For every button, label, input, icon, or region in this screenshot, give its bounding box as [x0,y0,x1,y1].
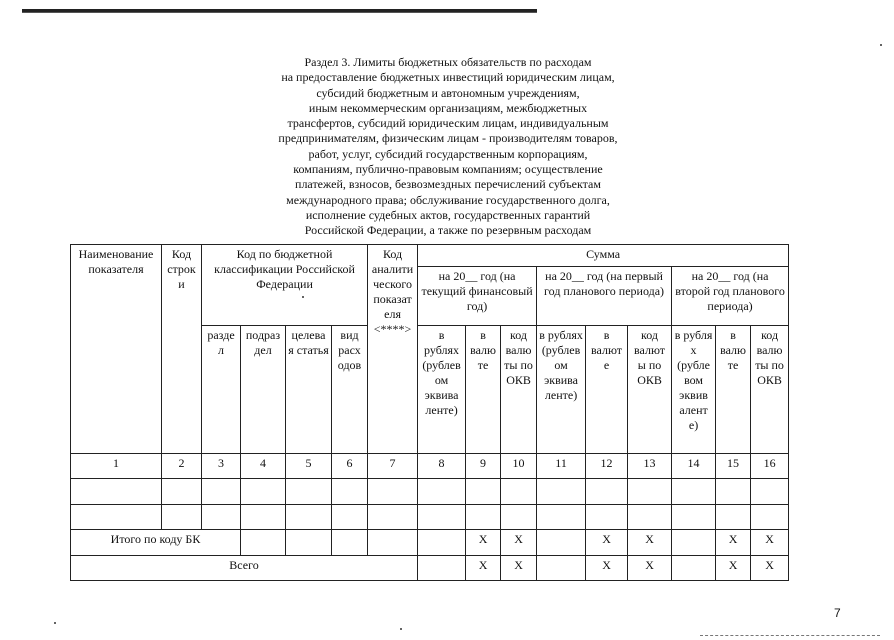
header-budget-code: Код по бюджетной классификации Российской Федерации [202,245,368,326]
total-label: Всего [71,555,418,580]
header-period-first-plan: на 20__ год (на первый год планового периода) [537,267,672,326]
table-cell[interactable] [466,479,501,504]
table-cell[interactable] [751,504,789,529]
heading-line: субсидий бюджетным и автономным учреждениям, [316,85,580,100]
x-mark: X [466,530,501,555]
table-cell[interactable] [501,479,537,504]
table-cell[interactable] [537,479,586,504]
x-mark: X [751,530,789,555]
table-cell[interactable] [368,479,418,504]
column-number: 15 [716,454,751,479]
heading-line: платежей, взносов, безвозмездных перечислений субъектам [295,177,601,192]
column-number: 3 [202,454,241,479]
header-target-item: целева я статья [286,326,332,454]
column-number: 2 [162,454,202,479]
table-cell[interactable] [162,479,202,504]
table-cell[interactable] [241,504,286,529]
table-cell[interactable] [418,555,466,580]
table-cell[interactable] [751,479,789,504]
x-mark: X [501,530,537,555]
x-mark: X [586,530,628,555]
heading-line: работ, услуг, субсидий государственным корпорациям, [308,146,588,161]
table-cell[interactable] [716,504,751,529]
x-mark: X [628,555,672,580]
header-indicator-name: Наименование показателя [71,245,162,454]
column-number: 14 [672,454,716,479]
heading-line: Российской Федерации, а также по резервным расходам [304,223,592,238]
table-row [71,504,789,529]
header-period-second-plan: на 20__ год (на второй год планового периода) [672,267,789,326]
table-cell[interactable] [672,479,716,504]
table-cell[interactable] [586,479,628,504]
x-mark: X [716,530,751,555]
limits-table [70,244,789,581]
top-rule-thin [22,12,537,13]
header-row-code: Код строк и [162,245,202,454]
column-number: 7 [368,454,418,479]
column-number: 10 [501,454,537,479]
total-bk-row [71,530,789,555]
table-cell[interactable] [241,479,286,504]
table-cell[interactable] [672,530,716,555]
grand-total-row [71,555,789,580]
table-cell[interactable] [286,479,332,504]
table-cell[interactable] [71,479,162,504]
column-number: 4 [241,454,286,479]
table-cell[interactable] [368,530,418,555]
table-cell[interactable] [202,504,241,529]
table-cell[interactable] [418,504,466,529]
table-row [71,479,789,504]
header-expense-type: вид расх одов [332,326,368,454]
heading-line: трансфертов, субсидий юридическим лицам, индивидуальным [287,116,609,131]
header-p1-rubles: в рублях (рублев ом эквива ленте) [418,326,466,454]
scan-speck [400,628,402,630]
table-cell[interactable] [162,504,202,529]
column-number: 6 [332,454,368,479]
header-subsection: подраз дел [241,326,286,454]
table-cell[interactable] [71,504,162,529]
heading-line: иным некоммерческим организациям, межбюджетных [308,100,588,115]
x-mark: X [751,555,789,580]
total-bk-label: Итого по коду БК [71,530,241,555]
table-cell[interactable] [286,530,332,555]
table-cell[interactable] [286,504,332,529]
column-number: 12 [586,454,628,479]
x-mark: X [586,555,628,580]
table-cell[interactable] [332,479,368,504]
table-cell[interactable] [672,504,716,529]
x-mark: X [716,555,751,580]
heading-line: компаниям, публично-правовым компаниям; осуществление [293,162,603,177]
x-mark: X [501,555,537,580]
table-cell[interactable] [586,504,628,529]
column-number: 1 [71,454,162,479]
heading-line: международного права; обслуживание государственного долга, [286,192,610,207]
table-cell[interactable] [628,479,672,504]
header-p3-okv: код валю ты по ОКВ [751,326,789,454]
table-cell[interactable] [418,530,466,555]
header-p1-okv: код валю ты по ОКВ [501,326,537,454]
table-cell[interactable] [672,555,716,580]
x-mark: X [628,530,672,555]
heading-line: исполнение судебных актов, государственных гарантий [305,207,591,222]
scan-speck [54,622,56,624]
table-cell[interactable] [716,479,751,504]
table-cell[interactable] [332,504,368,529]
table-cell[interactable] [537,555,586,580]
heading-line: Раздел 3. Лимиты бюджетных обязательств по расходам [304,55,592,69]
table-cell[interactable] [368,504,418,529]
table-cell[interactable] [332,530,368,555]
column-number: 11 [537,454,586,479]
scan-speck [302,296,304,298]
heading-line: предпринимателям, физическим лицам - производителям товаров, [278,131,618,146]
section-heading [268,55,628,239]
header-period-current: на 20__ год (на текущий финансовый год) [418,267,537,326]
header-analytic-code: Код аналити ческого показат еля <****> [368,245,418,454]
header-p1-currency: в валю те [466,326,501,454]
header-p2-okv: код валют ы по ОКВ [628,326,672,454]
column-number: 5 [286,454,332,479]
column-number: 8 [418,454,466,479]
column-number: 16 [751,454,789,479]
column-number: 9 [466,454,501,479]
header-section: разде л [202,326,241,454]
header-p2-currency: в валют е [586,326,628,454]
table-cell[interactable] [466,504,501,529]
table-cell[interactable] [628,504,672,529]
header-p2-rubles: в рублях (рублев ом эквива ленте) [537,326,586,454]
column-number: 13 [628,454,672,479]
table-cell[interactable] [241,530,286,555]
bottom-rule [700,635,880,636]
table-cell[interactable] [537,530,586,555]
header-sum: Сумма [418,245,789,267]
table-cell[interactable] [537,504,586,529]
header-p3-currency: в валю те [716,326,751,454]
x-mark: X [466,555,501,580]
scan-speck [880,44,882,46]
header-p3-rubles: в рубля х (рубле вом эквив алент е) [672,326,716,454]
table-cell[interactable] [202,479,241,504]
table-cell[interactable] [418,479,466,504]
table-cell[interactable] [501,504,537,529]
page-number: 7 [834,606,841,620]
heading-line: на предоставление бюджетных инвестиций юридическим лицам, [281,70,615,85]
